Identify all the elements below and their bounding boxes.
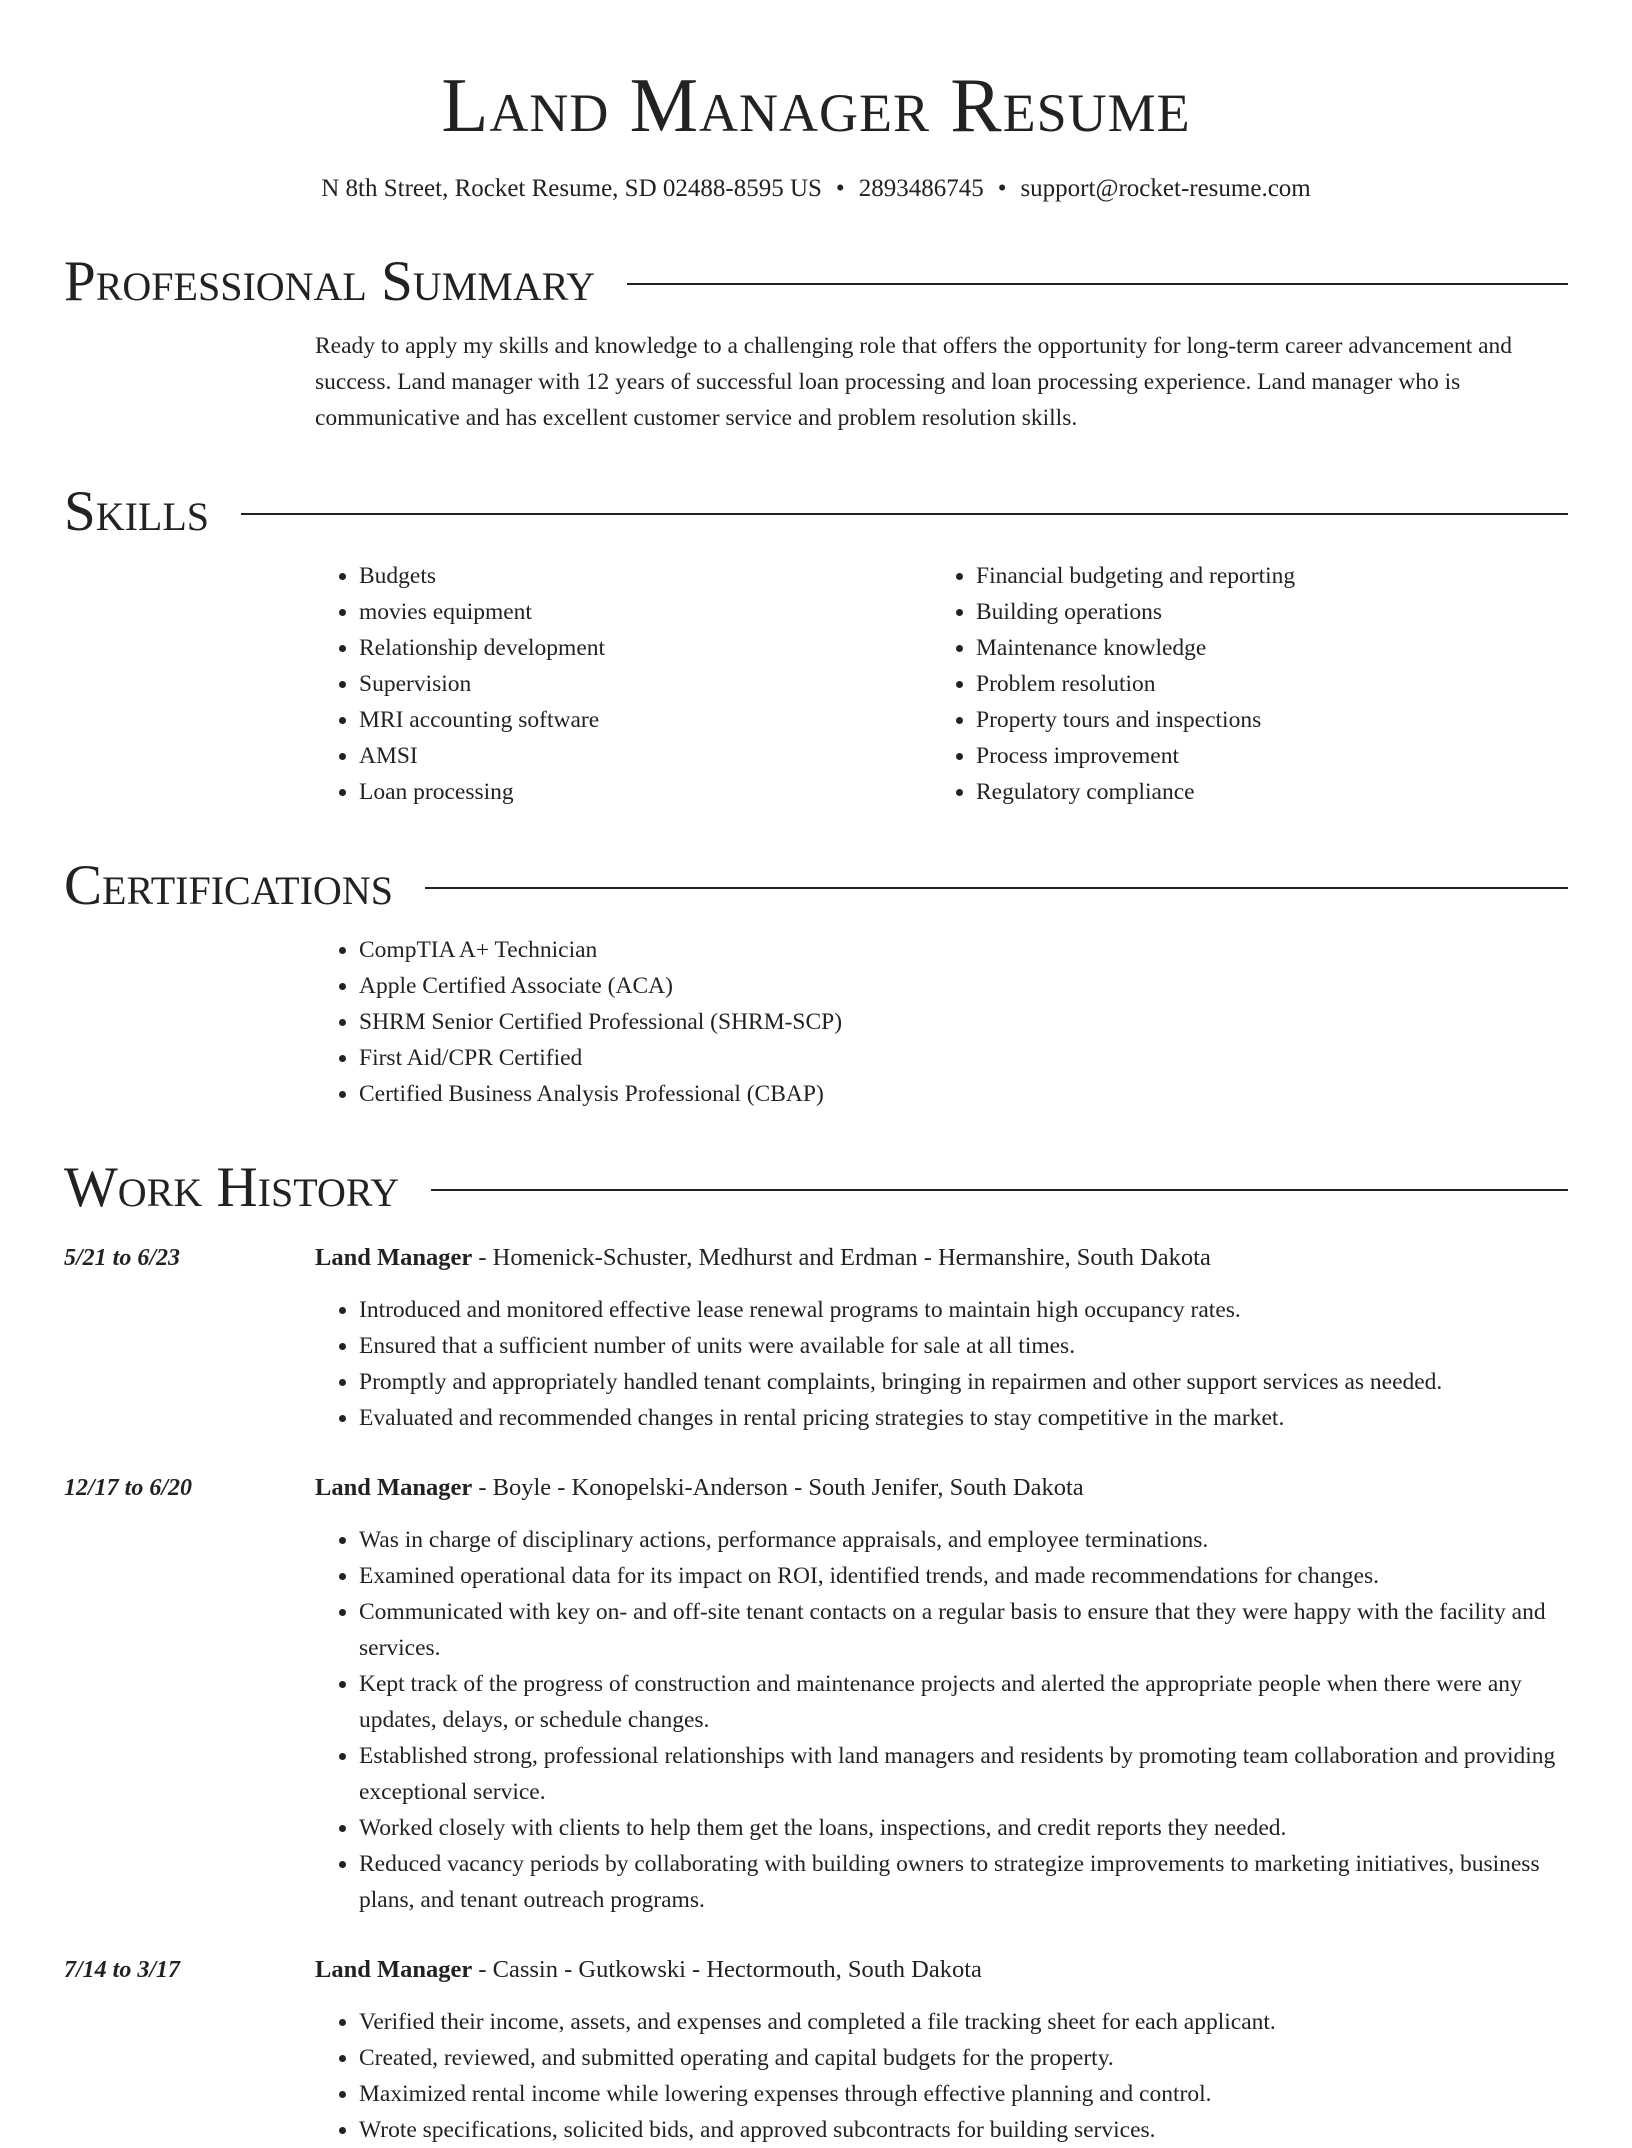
- skill-item: • Building operations: [976, 594, 1549, 630]
- job-bullets: [315, 1292, 1568, 1436]
- job-entry: [64, 1952, 1568, 2148]
- skills-heading: Skills: [64, 480, 210, 543]
- job-bullet: • Ensured that a sufficient number of units were available for sale at all times.: [359, 1328, 1568, 1364]
- job-title-line: [315, 1470, 1568, 1506]
- skill-item: • Regulatory compliance: [976, 774, 1549, 810]
- certification-item: • Certified Business Analysis Professional (CBAP): [359, 1076, 1568, 1112]
- summary-section-header: [64, 250, 1568, 314]
- certifications-section: [315, 932, 1568, 1112]
- skill-item: • Process improvement: [976, 738, 1549, 774]
- job-bullet: • Promptly and appropriately handled tenant complaints, bringing in repairmen and other support services as needed.: [359, 1364, 1568, 1400]
- skill-item: • AMSI: [359, 738, 932, 774]
- job-bullets: [315, 1522, 1568, 1918]
- skill-item: • MRI accounting software: [359, 702, 932, 738]
- skill-item: • Maintenance knowledge: [976, 630, 1549, 666]
- work-history-section-header: [64, 1156, 1568, 1220]
- certifications-heading: Certifications: [64, 854, 393, 917]
- certification-item: • SHRM Senior Certified Professional (SHRM-SCP): [359, 1004, 1568, 1040]
- job-employer: - Homenick-Schuster, Medhurst and Erdman - Hermanshire, South Dakota: [472, 1244, 1211, 1271]
- job-entry: [64, 1240, 1568, 1436]
- job-details: [315, 1952, 1568, 2148]
- job-bullet: • Established strong, professional relationships with land managers and residents by promoting team collaboration and providing exceptional service.: [359, 1738, 1568, 1810]
- job-employer: - Cassin - Gutkowski - Hectormouth, South Dakota: [472, 1956, 982, 1983]
- skill-item: • Loan processing: [359, 774, 932, 810]
- job-details: [315, 1240, 1568, 1436]
- job-bullet: • Evaluated and recommended changes in rental pricing strategies to stay competitive in the market.: [359, 1400, 1568, 1436]
- section-divider: [431, 1189, 1568, 1191]
- job-bullet: • Communicated with key on- and off-site tenant contacts on a regular basis to ensure that they were happy with the facility and services.: [359, 1594, 1568, 1666]
- job-employer: - Boyle - Konopelski-Anderson - South Jenifer, South Dakota: [472, 1474, 1084, 1501]
- job-dates: 7/14 to 3/17: [64, 1957, 181, 1983]
- skill-item: • Relationship development: [359, 630, 932, 666]
- job-title-line: [315, 1240, 1568, 1276]
- job-bullet: • Wrote specifications, solicited bids, and approved subcontracts for building services.: [359, 2112, 1568, 2148]
- skill-item: • movies equipment: [359, 594, 932, 630]
- certification-item: • Apple Certified Associate (ACA): [359, 968, 1568, 1004]
- skill-item: • Financial budgeting and reporting: [976, 558, 1549, 594]
- certification-item: • CompTIA A+ Technician: [359, 932, 1568, 968]
- section-divider: [241, 513, 1568, 515]
- work-history-heading: Work History: [64, 1156, 400, 1219]
- skills-list-right: [932, 558, 1549, 810]
- skills-column-right: [932, 558, 1549, 810]
- job-bullets: [315, 2004, 1568, 2148]
- job-bullet: • Created, reviewed, and submitted operating and capital budgets for the property.: [359, 2040, 1568, 2076]
- contact-phone: 2893486745: [858, 175, 984, 202]
- certification-item: • First Aid/CPR Certified: [359, 1040, 1568, 1076]
- job-role: Land Manager: [315, 1956, 473, 1983]
- contact-separator: •: [835, 175, 845, 202]
- job-role: Land Manager: [315, 1244, 473, 1271]
- summary-section: [315, 328, 1568, 436]
- certifications-section-header: [64, 854, 1568, 918]
- resume-page: [64, 0, 1568, 2148]
- job-title-line: [315, 1952, 1568, 1988]
- section-divider: [425, 887, 1568, 889]
- skills-section-header: [64, 480, 1568, 544]
- job-details: [315, 1470, 1568, 1918]
- job-dates: 12/17 to 6/20: [64, 1475, 193, 1501]
- skills-list-left: [315, 558, 932, 810]
- job-entry: [64, 1470, 1568, 1918]
- job-bullet: • Verified their income, assets, and expenses and completed a file tracking sheet for each applicant.: [359, 2004, 1568, 2040]
- resume-title: Land Manager Resume: [441, 62, 1191, 148]
- job-role: Land Manager: [315, 1474, 473, 1501]
- contact-line: [64, 172, 1568, 206]
- contact-email: support@rocket-resume.com: [1020, 175, 1311, 202]
- job-bullet: • Kept track of the progress of construction and maintenance projects and alerted the appropriate people when there were any updates, delays, or schedule changes.: [359, 1666, 1568, 1738]
- summary-text: Ready to apply my skills and knowledge to a challenging role that offers the opportunity for long-term career advancement and success. Land manager with 12 years of successful loan processing and loan processing experience. Land manager who is communicative and has excellent customer service and problem resolution skills.: [315, 333, 1513, 431]
- job-bullet: • Worked closely with clients to help them get the loans, inspections, and credit reports they needed.: [359, 1810, 1568, 1846]
- skill-item: • Budgets: [359, 558, 932, 594]
- skills-section: [315, 558, 1568, 810]
- skills-column-left: [315, 558, 932, 810]
- section-divider: [627, 283, 1568, 285]
- contact-separator: •: [997, 175, 1007, 202]
- job-bullet: • Introduced and monitored effective lease renewal programs to maintain high occupancy rates.: [359, 1292, 1568, 1328]
- skill-item: • Problem resolution: [976, 666, 1549, 702]
- skill-item: • Property tours and inspections: [976, 702, 1549, 738]
- certifications-list: [315, 932, 1568, 1112]
- job-bullet: • Maximized rental income while lowering expenses through effective planning and control.: [359, 2076, 1568, 2112]
- contact-address: N 8th Street, Rocket Resume, SD 02488-8595 US: [321, 175, 822, 202]
- job-bullet: • Examined operational data for its impact on ROI, identified trends, and made recommendations for changes.: [359, 1558, 1568, 1594]
- skill-item: • Supervision: [359, 666, 932, 702]
- job-bullet: • Was in charge of disciplinary actions, performance appraisals, and employee terminations.: [359, 1522, 1568, 1558]
- job-dates: 5/21 to 6/23: [64, 1245, 181, 1271]
- summary-heading: Professional Summary: [64, 250, 596, 313]
- job-bullet: • Reduced vacancy periods by collaborating with building owners to strategize improvements to marketing initiatives, business plans, and tenant outreach programs.: [359, 1846, 1568, 1918]
